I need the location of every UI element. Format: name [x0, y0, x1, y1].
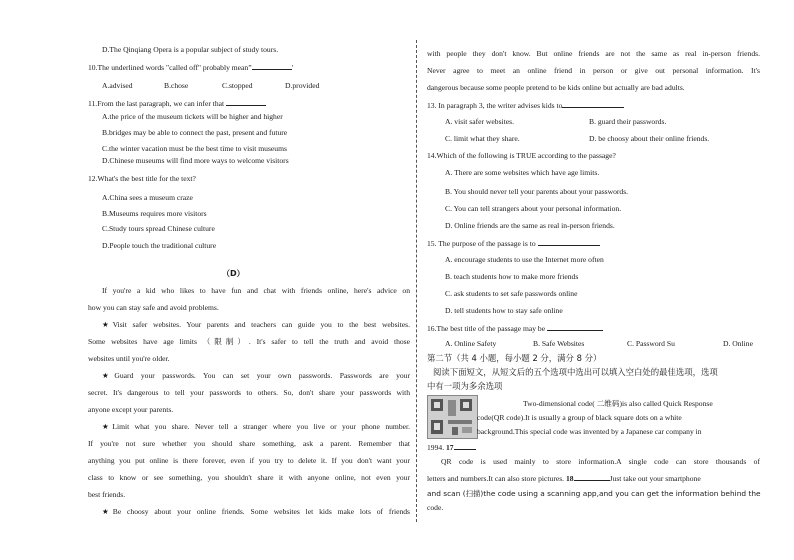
q16-option-d: D. Online [723, 339, 753, 348]
passage-line-12: class to know or see something, you shouldn't share it with anyone online, not even your [88, 473, 410, 482]
passage-line-9: ★Limit what you share. Never tell a stranger where you live or your phone number. [102, 422, 410, 431]
qr-text-2: code(QR code).It is usually a group of black square dots on a white [477, 413, 682, 422]
para2-line-3: and scan (扫描)the code using a scanning app,and you can get the information behind the [427, 489, 761, 498]
q14-option-b: B. You should never tell your parents about your passwords. [445, 187, 629, 196]
q11-stem: 11.From the last paragraph, we can infer that [88, 97, 266, 110]
q15-option-d: D. tell students how to stay safe online [445, 306, 563, 315]
q13-option-c: C. limit what they share. [445, 134, 520, 143]
para2-line-4: code. [427, 503, 444, 512]
passage-line-1: If you're a kid who likes to have fun and chat with friends online, here's advice on [102, 286, 410, 295]
q12-option-c: C.Study tours spread Chinese culture [102, 224, 215, 233]
passage-line-5: websites until you're older. [88, 354, 170, 363]
qr-text-3: background.This special code was invented by a Japanese car company in [477, 427, 702, 436]
section2-title: 第二节（共 4 小题，每小题 2 分，满分 8 分） [427, 353, 602, 363]
para2-line-1: QR code is used mainly to store information.A single code can store thousands of [441, 457, 760, 466]
q11-option-b: B.bridges may be able to connect the past, present and future [102, 128, 288, 137]
passage-cont-3: dangerous because some people pretend to be kids online but actually are bad adults. [427, 83, 685, 92]
q16-stem: 16.The best title of the passage may be [427, 322, 603, 335]
passage-line-6: ★Guard your passwords. You can set your own passwords. Passwords are your [102, 371, 410, 380]
q14-stem: 14.Which of the following is TRUE according to the passage? [427, 151, 616, 160]
q11-option-c: C.the winter vacation must be the best time to visit museums [102, 144, 287, 153]
q13-option-a: A. visit safer websites. [445, 117, 514, 126]
q10-option-b: B.chose [164, 81, 189, 90]
passage-line-8: anyone except your parents. [88, 405, 174, 414]
q11-option-d: D.Chinese museums will find more ways to welcome visitors [102, 156, 289, 165]
passage-line-2: how you can stay safe and avoid problems. [88, 303, 219, 312]
qr-year-line: 1994. 17 [427, 441, 476, 454]
q12-stem: 12.What's the best title for the text? [88, 174, 196, 183]
q14-option-d: D. Online friends are the same as real in-person friends. [445, 221, 615, 230]
section-title-d: （D） [222, 269, 245, 278]
q16-option-b: B. Safe Websites [533, 339, 585, 348]
passage-line-11: anything you put online is there forever, even if you try to delete it. If you don't want your [88, 456, 410, 465]
q15-option-a: A. encourage students to use the Internet more often [445, 255, 604, 264]
q10-option-c: C.stopped [222, 81, 253, 90]
passage-line-3: ★Visit safer websites. Your parents and teachers can guide you to the best websites. [102, 320, 410, 329]
column-divider [416, 40, 417, 522]
section2-instr-1: 阅读下面短文，从短文后的五个选项中选出可以填入空白处的最佳选项，选项 [433, 367, 718, 377]
qr-text-1: Two-dimensional code( 二维码)is also called Quick Response [523, 399, 713, 408]
q9-option-d: D.The Qinqiang Opera is a popular subject of study tours. [102, 45, 279, 54]
q15-option-b: B. teach students how to make more friends [445, 272, 579, 281]
q14-option-c: C. You can tell strangers about your personal information. [445, 204, 622, 213]
para2-line-2: letters and numbers.It can also store pictures. 18 Just take out your smartphone [427, 474, 701, 483]
q12-option-b: B.Museums requires more visitors [102, 209, 207, 218]
passage-line-10: If you're not sure whether you should share something, ask a parent. Remember that [88, 439, 410, 448]
q16-option-c: C. Password Su [627, 339, 675, 348]
passage-line-13: best friends. [88, 490, 126, 499]
q15-stem: 15. The purpose of the passage is to [427, 237, 600, 250]
q14-option-a: A. There are some websites which have age limits. [445, 168, 600, 177]
passage-cont-2: Never agree to meet an online friend in person or give out personal information. It's [427, 66, 760, 75]
q15-option-c: C. ask students to set safe passwords online [445, 289, 578, 298]
q10-option-d: D.provided [285, 81, 320, 90]
q10-stem: 10.The underlined words "called off" probably mean” ' [88, 63, 293, 72]
passage-line-7: secret. It's dangerous to tell your passwords to others. So, don't share your passwords with [88, 388, 410, 397]
q10-option-a: A.advised [102, 81, 133, 90]
section2-instr-2: 中有一项为多余选项 [427, 381, 503, 391]
q13-option-d: D. be choosy about their online friends. [589, 134, 710, 143]
qr-code-picture [427, 395, 478, 439]
q13-stem: 13. In paragraph 3, the writer advises kids to [427, 99, 624, 112]
passage-line-4: Some websites have age limits （限制）. It's safer to tell the truth and avoid those [88, 337, 410, 346]
q11-option-a: A.the price of the museum tickets will be higher and higher [102, 112, 283, 121]
q13-option-b: B. guard their passwords. [589, 117, 667, 126]
q16-option-a: A. Online Safety [445, 339, 497, 348]
passage-line-14: ★Be choosy about your online friends. Some websites let kids make lots of friends [102, 507, 410, 516]
q12-option-d: D.People touch the traditional culture [102, 241, 217, 250]
q12-option-a: A.China sees a museum craze [102, 193, 193, 202]
passage-cont-1: with people they don't know. But online friends are not the same as real in-person friends. [427, 49, 760, 58]
